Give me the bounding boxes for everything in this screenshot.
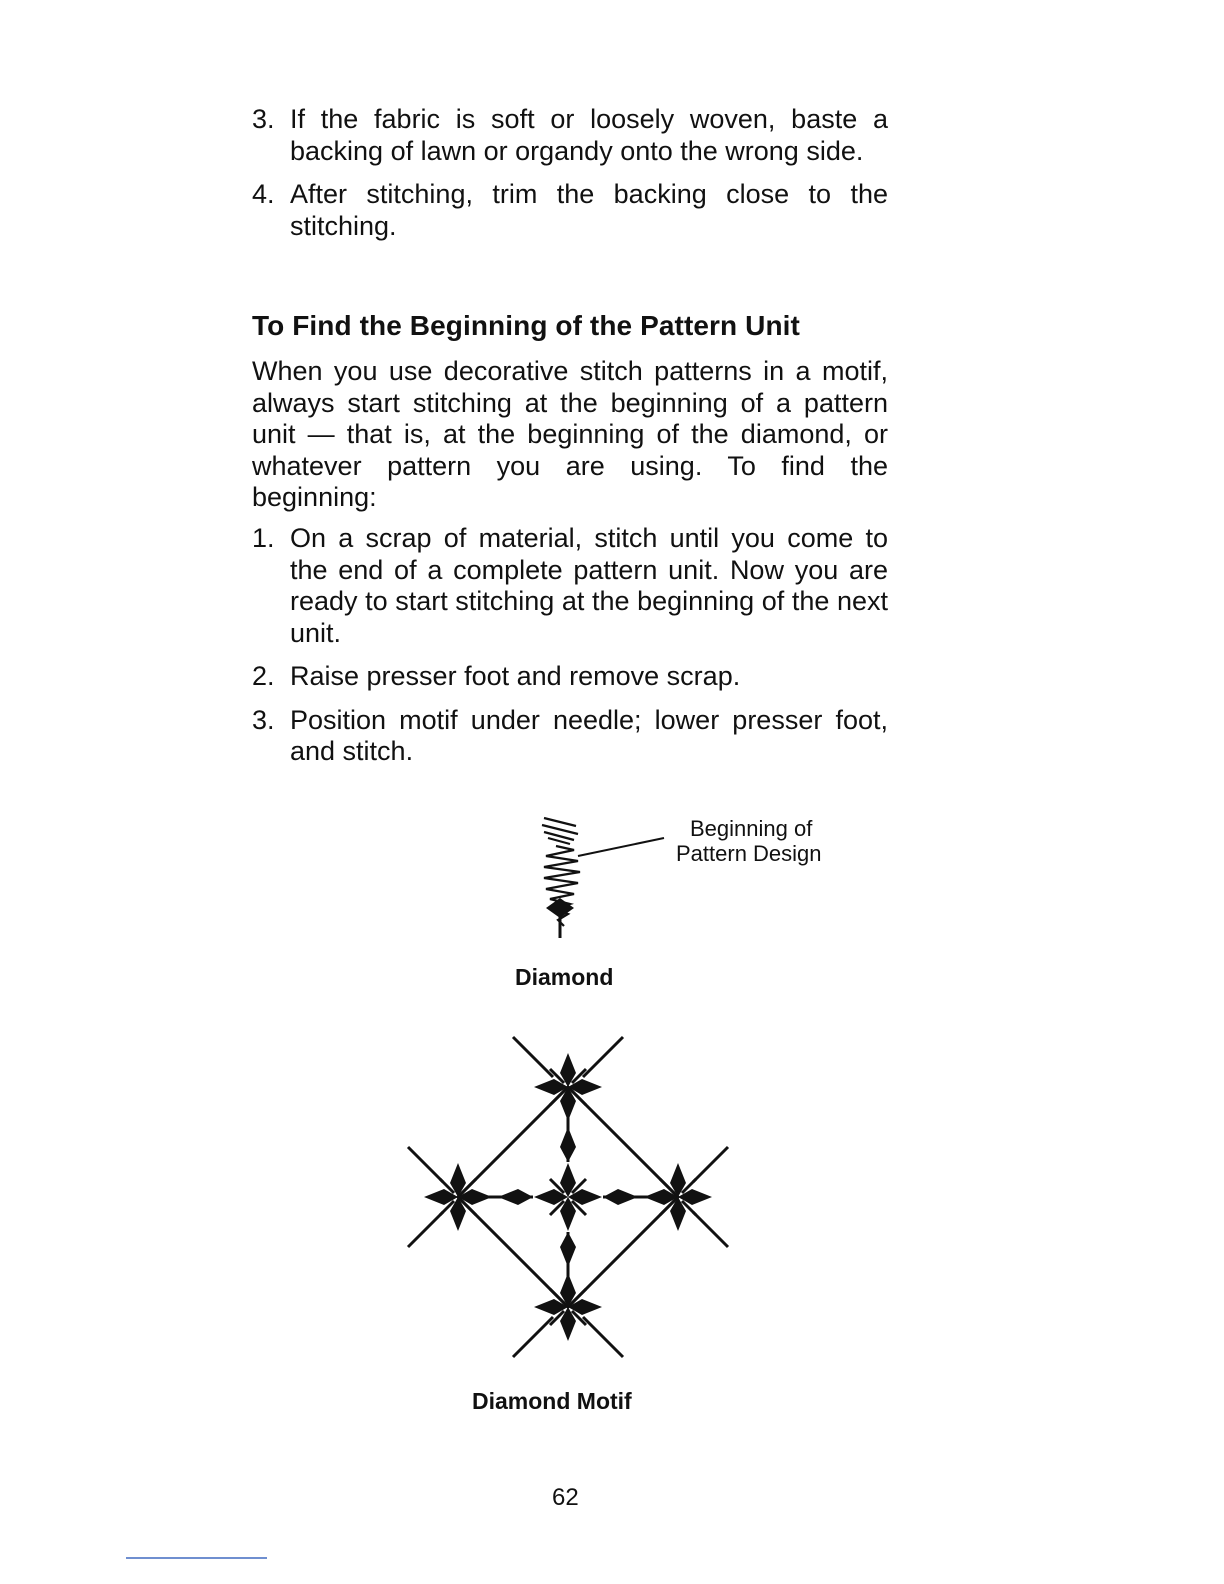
- list-item-text: Raise presser foot and remove scrap.: [290, 661, 741, 691]
- section-intro: When you use decorative stitch patterns in a motif, always start stitching at the beginning of a pattern unit — that is, at the beginning of the diamond, or whatever pattern you are using. To find the beginning:: [252, 356, 888, 512]
- diamond-caption: Diamond: [515, 964, 614, 990]
- diamond-annotation: [676, 816, 822, 866]
- annotation-line-1: Beginning of: [690, 816, 813, 841]
- motif-caption: Diamond Motif: [472, 1388, 632, 1414]
- list-item-number: 1.: [252, 523, 275, 553]
- diamond-stitch-illustration: [530, 808, 670, 948]
- section-heading: To Find the Beginning of the Pattern Unit: [252, 310, 800, 341]
- list-item-number: 3.: [252, 704, 275, 735]
- list-item-text: If the fabric is soft or loosely woven, baste a backing of lawn or organdy onto the wrong side.: [290, 104, 888, 166]
- list-item: [252, 705, 888, 768]
- page-number: 62: [552, 1484, 579, 1511]
- steps-list: [252, 523, 888, 768]
- list-item: [252, 523, 888, 649]
- diamond-motif-illustration: [403, 1032, 733, 1362]
- instruction-list-continued: [252, 104, 888, 242]
- list-item-text: Position motif under needle; lower presser foot, and stitch.: [290, 704, 888, 766]
- list-item-number: 3.: [252, 104, 275, 134]
- list-item-text: On a scrap of material, stitch until you come to the end of a complete pattern unit. Now you are ready to start stitching at the beginning of the next unit.: [290, 523, 888, 648]
- list-item: [252, 104, 888, 167]
- list-item-text: After stitching, trim the backing close to the stitching.: [290, 179, 888, 241]
- list-item-number: 2.: [252, 661, 275, 691]
- annotation-line-2: Pattern Design: [676, 841, 822, 866]
- footer-rule: [126, 1557, 267, 1559]
- list-item: [252, 661, 888, 693]
- list-item: [252, 179, 888, 242]
- list-item-number: 4.: [252, 179, 275, 209]
